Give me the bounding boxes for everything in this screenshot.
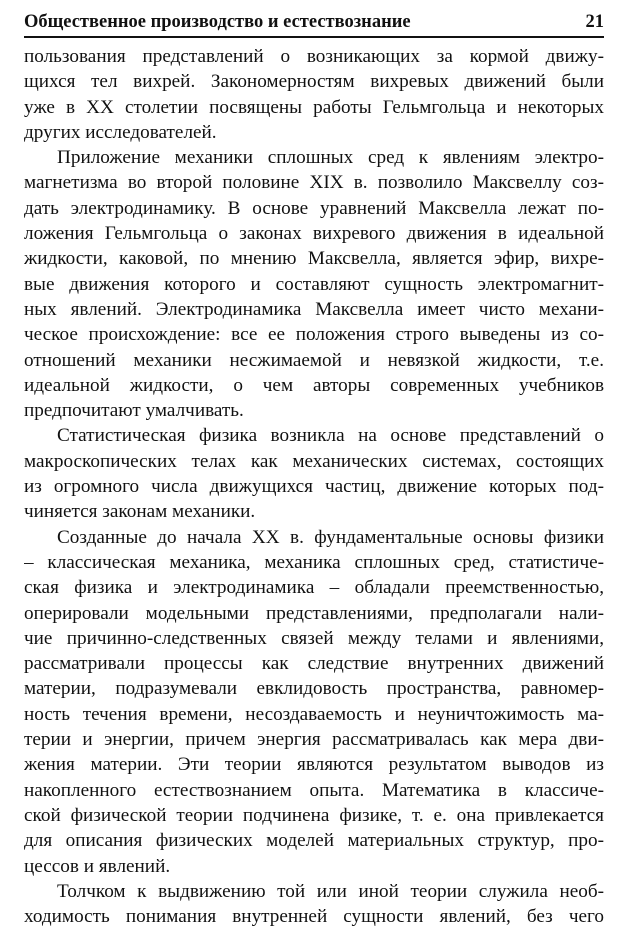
text-line: материи, подразумевали евклидовость пространства, равномер- <box>24 678 604 700</box>
text-line: ных явлений. Электродинамика Максвелла имеет чисто механи- <box>24 298 604 320</box>
text-line: других исследователей. <box>24 121 217 143</box>
text-line: чие причинно-следственных связей между телами и явлениями, <box>24 627 604 649</box>
text-line: ность течения времени, несоздаваемость и неуничтожимость ма- <box>24 703 604 725</box>
running-header <box>24 10 604 38</box>
text-line: чиняется законам механики. <box>24 501 256 523</box>
text-line: терии и энергии, причем энергия рассматривалась как мера дви- <box>24 729 604 751</box>
text-line: Созданные до начала XX в. фундаментальные основы физики <box>57 526 604 548</box>
text-line: – классическая механика, механика сплошных сред, статистиче- <box>24 551 604 573</box>
text-line: ческое происхождение: все ее положения строго выведены из со- <box>24 324 604 346</box>
header-title: Общественное производство и естествознание <box>24 12 411 32</box>
text-line: ская физика и электродинамика – обладали преемственностью, <box>24 577 604 599</box>
text-line: накопленного естествознанием опыта. Математика в классиче- <box>24 779 604 801</box>
text-line: ской физической теории подчинена физике, т. е. она привлекается <box>24 804 604 826</box>
page-number: 21 <box>585 12 604 32</box>
text-line: вые движения которого и составляют сущность электромагнит- <box>24 273 604 295</box>
text-line: Приложение механики сплошных сред к явлениям электро- <box>57 147 604 169</box>
text-line: оперировали модельными представлениями, предполагали нали- <box>24 602 604 624</box>
text-line: рассматривали процессы как следствие внутренних движений <box>24 653 604 675</box>
text-line: отношений механики несжимаемой и невязкой жидкости, т.е. <box>24 349 604 371</box>
text-line: ложения Гельмгольца о законах вихревого движения в идеальной <box>24 223 604 245</box>
text-line: щихся тел вихрей. Закономерностям вихревых движений были <box>24 71 604 93</box>
text-line: уже в XX столетии посвящены работы Гельмгольца и некоторых <box>24 96 604 118</box>
text-line: для описания физических моделей материальных структур, про- <box>24 830 604 852</box>
text-line: предпочитают умалчивать. <box>24 400 244 422</box>
text-line: ходимость понимания внутренней сущности явлений, без чего <box>24 906 604 928</box>
text-line: из огромного числа движущихся частиц, движение которых под- <box>24 476 604 498</box>
text-line: Статистическая физика возникла на основе представлений о <box>57 425 604 447</box>
text-line: пользования представлений о возникающих за кормой движу- <box>24 46 604 67</box>
body-text <box>24 44 604 929</box>
text-line: жения материи. Эти теории являются результатом выводов из <box>24 754 604 776</box>
text-line: идеальной жидкости, о чем авторы современных учебников <box>24 374 604 396</box>
text-line: цессов и явлений. <box>24 855 171 877</box>
text-line: дать электродинамику. В основе уравнений Максвелла лежат по- <box>24 197 604 219</box>
text-line: Толчком к выдвижению той или иной теории служила необ- <box>57 880 604 902</box>
text-line: макроскопических телах как механических системах, состоящих <box>24 450 604 472</box>
text-line: жидкости, каковой, по мнению Максвелла, является эфир, вихре- <box>24 248 604 270</box>
text-line: магнетизма во второй половине XIX в. позволило Максвеллу соз- <box>24 172 604 194</box>
